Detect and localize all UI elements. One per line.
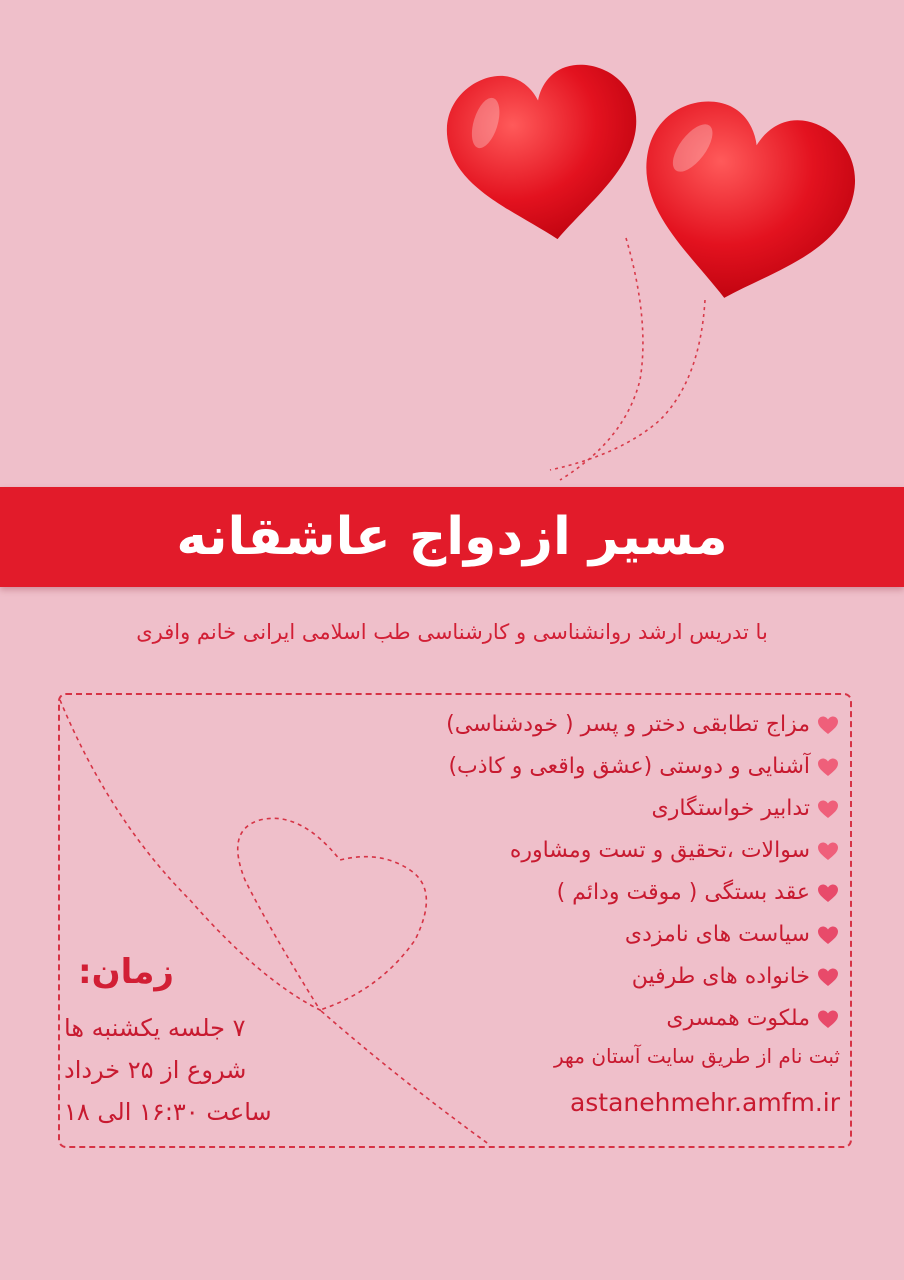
heart-icon [816, 1007, 840, 1031]
list-item [370, 914, 840, 956]
heart-balloon-icon [622, 90, 867, 320]
schedule-heading: زمان: [78, 952, 175, 992]
heart-icon [816, 923, 840, 947]
topic-label: خانواده های طرفین [631, 964, 810, 989]
topic-list [370, 704, 840, 1040]
registration-text: ثبت نام از طریق سایت آستان مهر [554, 1044, 840, 1068]
list-item [370, 998, 840, 1040]
heart-icon [816, 965, 840, 989]
heart-icon [816, 755, 840, 779]
topic-label: عقد بستگی ( موقت ودائم ) [556, 880, 810, 905]
topic-label: تدابیر خواستگاری [651, 796, 810, 821]
topic-label: ملکوت همسری [666, 1006, 810, 1031]
list-item [370, 704, 840, 746]
list-item [370, 872, 840, 914]
page-title: مسیر ازدواج عاشقانه [176, 507, 728, 567]
registration-url: astanehmehr.amfm.ir [569, 1088, 840, 1117]
topic-label: سوالات ،تحقیق و تست ومشاوره [509, 838, 810, 863]
title-banner [0, 487, 904, 587]
topic-label: سیاست های نامزدی [624, 922, 810, 947]
topic-label: مزاج تطابقی دختر و پسر ( خودشناسی) [446, 712, 810, 737]
heart-icon [816, 713, 840, 737]
schedule-sessions: ۷ جلسه یکشنبه ها [64, 1014, 246, 1042]
schedule-start: شروع از ۲۵ خرداد [64, 1056, 247, 1084]
list-item [370, 746, 840, 788]
topic-label: آشنایی و دوستی (عشق واقعی و کاذب) [448, 754, 810, 779]
schedule-hours: ساعت ۱۶:۳۰ الی ۱۸ [64, 1098, 272, 1126]
list-item [370, 788, 840, 830]
list-item [370, 956, 840, 998]
heart-icon [816, 839, 840, 863]
heart-icon [816, 797, 840, 821]
heart-icon [816, 881, 840, 905]
heart-balloon-icon [440, 58, 652, 253]
instructor-subtitle: با تدریس ارشد روانشناسی و کارشناسی طب اسلامی ایرانی خانم وافری [136, 620, 768, 644]
list-item [370, 830, 840, 872]
